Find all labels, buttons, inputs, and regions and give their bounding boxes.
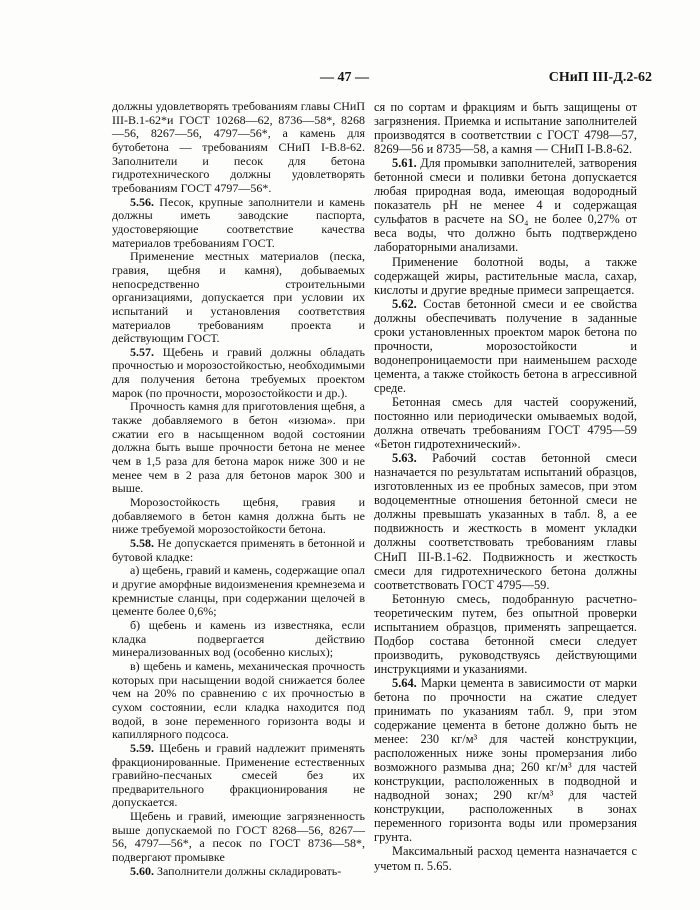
section-5-57: 5.57. Щебень и гравий должны обладать прочностью и морозостойкостью, необходимыми для получения бетона требуемых проектом марок (по прочности, морозостойкости и др.). xyxy=(112,344,366,400)
paragraph: ся по сортам и фракциям и быть защищены от загрязнения. Приемка и испытание заполнителей производятся в соответствии с ГОСТ 4798—57, 8269—56 и 8735—58, а камня — СНиП I-В.8-62. xyxy=(374,100,637,157)
paragraph: Бетонная смесь для частей сооружений, постоянно или периодически омываемых водой, должна отвечать требованиям ГОСТ 4795—59 «Бетон гидротехнический». xyxy=(374,394,637,452)
section-5-62: 5.62. Состав бетонной смеси и ее свойства должны обеспечивать получение в заданные сроки установленных проектом марок бетона по прочности, морозостойкости и водонепроницаемости при наименьшем расходе цемента, а также стойкость бетона в агрессивной среде. xyxy=(374,296,637,395)
section-5-59: 5.59. Щебень и гравий надлежит применять фракционированные. Применение естественных гравийно-песчаных смесей без их предварительного фракционирования не допускается. xyxy=(112,740,366,810)
list-item: б) щебень и камень из известняка, если кладка подвергается действию минерализованных вод (особенно кислых); xyxy=(112,617,365,660)
section-5-60: 5.60. Заполнители должны складировать- xyxy=(130,863,342,878)
section-5-63: 5.63. Рабочий состав бетонной смеси назначается по результатам испытаний образцов, изготовленных из ее пробных замесов, при этом водоцементные отношения бетонной смеси не должны превышать указанных в табл. 8, а ее подвижность и жесткость в момент укладки должны соответствовать требованиям главы СНиП III-В.1-62. Подвижность и жесткость смеси для гидротехнического бетона должны соответствовать ГОСТ 4795—59. xyxy=(374,451,637,592)
page-number: — 47 — xyxy=(320,70,369,85)
left-column xyxy=(112,100,365,878)
document-code: СНиП III-Д.2-62 xyxy=(548,70,652,85)
paragraph: должны удовлетворять требованиям главы СНиП III-В.1-62*и ГОСТ 10268—62, 8736—58*, 8268—56, 8267—56, 4797—56*, а камень для бутобетона — требованиям СНиП I-В.8-62. Заполнители и песок для бетона гидротехнического должны удовлетворять требованиям ГОСТ 4797—56*. xyxy=(112,99,365,195)
paragraph: Прочность камня для приготовления щебня, а также добавляемого в бетон «изюма». при сжатии его в насыщенном водой состоянии должна быть выше прочности бетона не менее чем в 1,5 раза для бетона марок ниже 300 и не менее чем в 2 раза для бетонов марок 300 и выше. xyxy=(112,399,365,496)
page-header xyxy=(0,70,700,90)
paragraph: Применение болотной воды, а также содержащей жиры, растительные масла, сахар, кислоты и другие вредные примеси запрещается. xyxy=(374,254,637,297)
paragraph: Максимальный расход цемента назначается с учетом п. 5.65. xyxy=(374,844,637,873)
section-5-61: 5.61. Для промывки заполнителей, затворения бетонной смеси и поливки бетона допускается любая природная вода, имеющая водородный показатель pH не менее 4 и содержащая сульфатов в расчете на SO₄ не более 0,27% от веса воды, что должно быть подтверждено лабораторными анализами. xyxy=(374,156,637,255)
paragraph: Морозостойкость щебня, гравия и добавляемого в бетон камня должна быть не ниже требуемой морозостойкости бетона. xyxy=(112,495,365,537)
list-item: в) щебень и камень, механическая прочность которых при насыщении водой снижается более чем на 20% по сравнению с их прочностью в сухом состоянии, если кладка находится под водой, в зоне переменного горизонта воды и капиллярного подсоса. xyxy=(112,658,365,742)
paragraph: Бетонную смесь, подобранную расчетно-теоретическим путем, без опытной проверки испытанием образцов, применять запрещается. Подбор состава бетонной смеси следует производить, руководствуясь действующими инструкциями и указаниями. xyxy=(374,591,637,676)
section-5-64: 5.64. Марки цемента в зависимости от марки бетона по прочности на сжатие следует принимать по указаниям табл. 9, при этом содержание цемента в бетоне должно быть не менее: 230 кг/м³ для частей конструкции, расположенных ниже зоны промерзания либо возможного размыва дна; 260 кг/м³ для частей конструкции, расположенных в подводной и надводной зонах; 290 кг/м³ для частей конструкции, расположенных в зонах переменного горизонта воды или промерзания грунта. xyxy=(374,675,637,845)
section-5-56: 5.56. Песок, крупные заполнители и камень должны иметь заводские паспорта, удостоверяющие соответствие качества материалов требованиям ГОСТ. xyxy=(112,194,366,250)
section-5-58: 5.58. Не допускается применять в бетонной и бутовой кладке: xyxy=(112,536,365,564)
list-item: а) щебень, гравий и камень, содержащие опал и другие аморфные видоизменения кремнезема и кремнистые сланцы, при содержании щелочей в цементе более 0,6%; xyxy=(112,563,365,619)
paragraph: Щебень и гравий, имеющие загрязненность выше допускаемой по ГОСТ 8268—56, 8267—56, 4797—56*, а песок по ГОСТ 8736—58*, подвергают промывке xyxy=(112,809,365,865)
paragraph: Применение местных материалов (песка, гравия, щебня и камня), добываемых непосредственно строительными организациями, допускается при условии их испытаний и установления соответствия материалов требованиям проекта и действующим ГОСТ. xyxy=(112,249,365,346)
right-column xyxy=(374,100,637,873)
